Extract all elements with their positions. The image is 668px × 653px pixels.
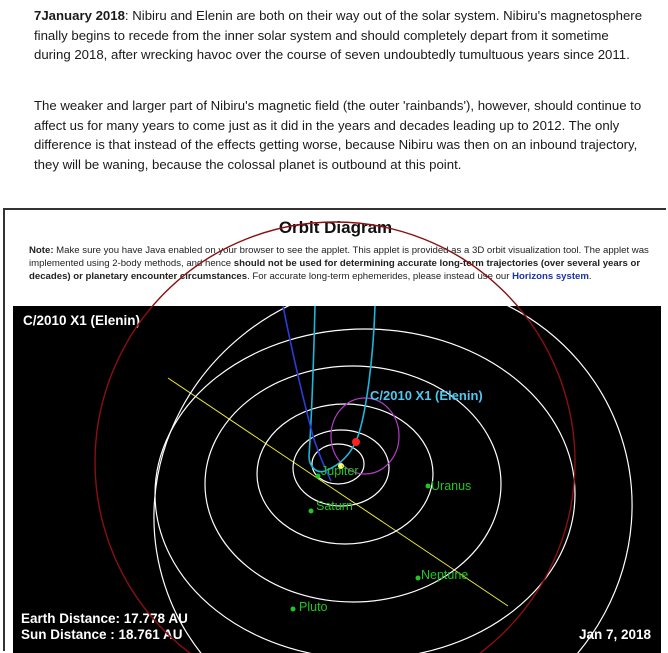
horizons-system-link[interactable]: Horizons system (512, 271, 589, 283)
note-warning: should not be used for determining accurate long-term trajectories (over several years or decades) or planetary encounter circumstances (29, 258, 641, 283)
elenin-label: C/2010 X1 (Elenin) (370, 388, 483, 403)
uranus-marker (426, 484, 431, 489)
saturn-label: Saturn (316, 499, 353, 513)
orbit-applet-view[interactable] (13, 306, 661, 653)
orbit-diagram-figure (3, 208, 666, 651)
figure-title: Orbit Diagram (278, 218, 393, 237)
jupiter-marker (316, 474, 321, 479)
figure-note (29, 244, 661, 284)
pluto-label: Pluto (299, 600, 328, 614)
pluto-marker (291, 607, 296, 612)
intro-paragraph (34, 6, 646, 65)
note-label: Note: (29, 245, 54, 256)
sim-date: Jan 7, 2018 (578, 627, 651, 642)
elenin-marker (352, 438, 360, 446)
orbit-plot (13, 306, 661, 653)
comet-orbit (309, 306, 375, 472)
second-paragraph: The weaker and larger part of Nibiru's magnetic field (the outer 'rainbands'), however, should continue to affect us for many years to come just as it did in the years and decades leading up to 2012. The only difference is that instead of the effects getting worse, because Nibiru was then on an inbound trajectory, they will be waning, because the colossal planet is outbound at this point. (34, 98, 642, 172)
intro-paragraph-text: : Nibiru and Elenin are both on their way out of the solar system. Nibiru's magnetosphere finally begins to recede from the inner solar system and should completely depart from it sometime during 2018, after wrecking havoc over the course of seven undoubtedly tumultuous years since 2011. (34, 8, 643, 62)
neptune-label: Neptune (421, 568, 469, 582)
jupiter-label: Jupiter (321, 464, 359, 478)
sun-distance: Sun Distance : 18.761 AU (21, 627, 183, 642)
note-text-part-2: . For accurate long-term ephemerides, please instead use our (247, 271, 513, 283)
neptune-orbit (155, 329, 575, 653)
neptune-marker (416, 576, 421, 581)
earth-distance: Earth Distance: 17.778 AU (21, 611, 188, 626)
note-end: . (588, 271, 592, 283)
saturn-marker (309, 509, 314, 514)
entry-date: 7January 2018 (34, 8, 125, 23)
note-text-part-1: Make sure you have Java enabled on your browser to see the applet. This applet is provided as a 3D orbit visualization tool. The applet was implemented using 2-body methods, and hence (29, 245, 649, 270)
object-name: C/2010 X1 (Elenin) (23, 313, 141, 328)
uranus-label: Uranus (431, 479, 472, 493)
